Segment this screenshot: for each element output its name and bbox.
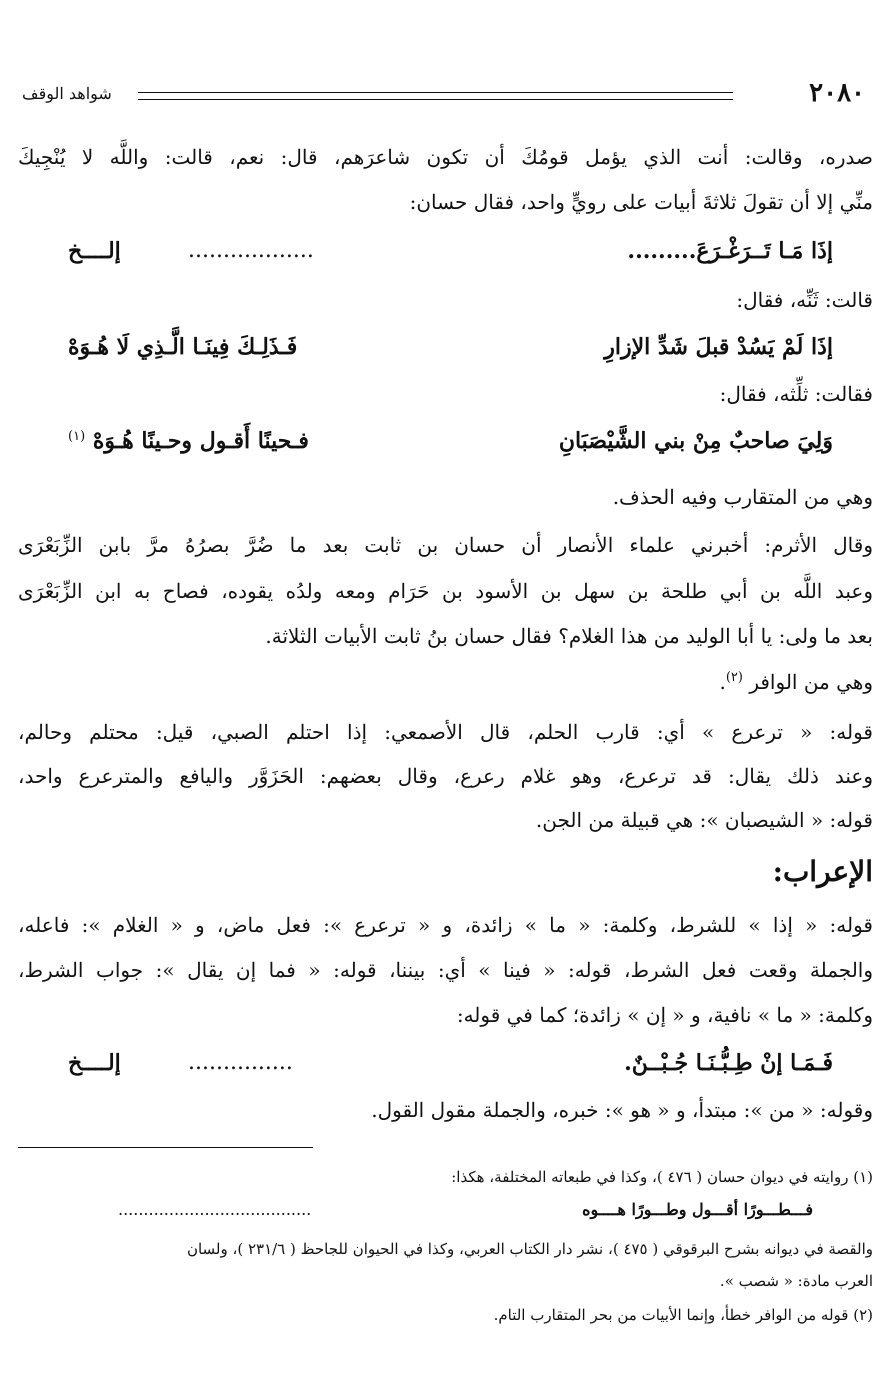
running-title: شواهد الوقف: [22, 84, 112, 103]
body-line: وهي من المتقارب وفيه الحذف.: [612, 485, 873, 509]
footnote: والقصة في ديوانه بشرح البرقوقي ( ٤٧٥ )، نشر دار الكتاب العربي، وكذا في الحيوان للجاحظ ( ٢٣١/٦ )، ولسان: [186, 1240, 873, 1258]
running-header: [18, 78, 873, 112]
verse-line: [68, 334, 833, 368]
body-line: والجملة وقعت فعل الشرط، قوله: « فينا » أي: بيننا، قوله: « فما إن يقال »: جواب الشرط،: [18, 958, 873, 982]
section-heading: الإعراب:: [772, 855, 873, 888]
verse-line: [68, 1050, 833, 1084]
body-line: وعند ذلك يقال: قد ترعرع، وهو غلام رعرع، وقال بعضهم: الحَزَوَّر واليافع والمترعرع واحد،: [18, 764, 873, 788]
wafir-note: وهي من الوافر: [749, 670, 873, 694]
body-line: قوله: « إذا » للشرط، وكلمة: « ما » زائدة، و « ترعرع »: فعل ماض، و « الغلام »: فاعله،: [18, 913, 873, 937]
body-line: فقالت: ثلِّثه، فقال:: [719, 382, 873, 406]
body-line: قالت: ثَنِّه، فقال:: [736, 288, 873, 312]
body-line: قوله: « الشيصبان »: هي قبيلة من الجن.: [535, 808, 873, 832]
verse-first-hemistich: فَـمَـا إنْ طِـبُّـنَـا جُـبْــنٌ.: [624, 1050, 833, 1076]
footnote: العرب مادة: « شصب ».: [719, 1272, 873, 1290]
verse-ellipsis: ..................: [188, 238, 314, 263]
page-number: ٢٠٨٠: [809, 78, 865, 108]
footnote-marker: (٢): [725, 670, 743, 685]
footnote-verse-text: فـــطـــورًا أقـــول وطـــورًا هــــوه: [582, 1200, 813, 1219]
verse-ellipsis: ......................................: [118, 1200, 312, 1219]
verse-second-hemistich: فَـذَلِـكَ فِينَـا الَّـذِي لَا هُـوَهْ: [68, 334, 298, 360]
body-line: صدره، وقالت: أنت الذي يؤمل قومُكَ أن تكون شاعرَهم، قال: نعم، قالت: واللَّه لا يُنْجِيكَ: [18, 145, 874, 169]
footnote-marker: (١): [68, 429, 86, 444]
body-line: وقوله: « من »: مبتدأ، و « هو »: خبره، والجملة مقول القول.: [371, 1098, 873, 1122]
body-line: وهي من الوافر $^{(٢)}$.: [719, 670, 873, 694]
body-line: وكلمة: « ما » نافية، و « إن » زائدة؛ كما في قوله:: [456, 1003, 873, 1027]
footnote-verse: [58, 1200, 813, 1224]
body-line: قوله: « ترعرع » أي: قارب الحلم، قال الأصمعي: إذا احتلم الصبي، قيل: محتلم وحالم،: [18, 720, 873, 744]
book-page: [18, 0, 873, 1384]
body-line: وعبد اللَّه بن أبي طلحة بن سهل بن الأسود بن حَرَام ومعه ولدُه يقوده، فصاح به ابن الزِّبَعْرَى: [18, 579, 873, 603]
verse-second-hemistich: [68, 428, 309, 454]
body-line: بعد ما ولى: يا أبا الوليد من هذا الغلام؟ فقال حسان بنُ ثابت الأبيات الثلاثة.: [265, 624, 873, 648]
footnote: (٢) قوله من الوافر خطأ، وإنما الأبيات من بحر المتقارب التام.: [493, 1306, 873, 1324]
body-line: منِّي إلا أن تقولَ ثلاثةَ أبيات على رويٍّ واحد، فقال حسان:: [409, 190, 873, 214]
verse-ellipsis: ...............: [188, 1050, 293, 1075]
verse-second-hemistich: إلــــخ: [68, 238, 121, 264]
verse-first-hemistich: إذَا لَمْ يَسُدْ قبلَ شَدِّ الإزارِ: [604, 334, 833, 360]
body-line: وقال الأثرم: أخبرني علماء الأنصار أن حسان بن ثابت بعد ما ضُرَّ بصرُهُ مرَّ بابن الزِّبَعْرَى: [18, 533, 873, 557]
footnote-separator: [18, 1147, 313, 1148]
header-double-rule: [138, 92, 733, 100]
verse-first-hemistich: وَلِيَ صاحبٌ مِنْ بني الشَّيْصَبَانِ: [558, 428, 833, 454]
verse-text: فـحينًا أَقـول وحـينًا هُـوَهْ: [92, 428, 309, 454]
verse-line: [68, 238, 833, 272]
verse-first-hemistich: إذَا مَـا تَــرَغْـرَعَ.........: [627, 238, 833, 264]
footnote: (١) روايته في ديوان حسان ( ٤٧٦ )، وكذا في طبعاته المختلفة، هكذا:: [451, 1168, 873, 1186]
verse-second-hemistich: إلــــخ: [68, 1050, 121, 1076]
verse-line: [68, 428, 833, 462]
